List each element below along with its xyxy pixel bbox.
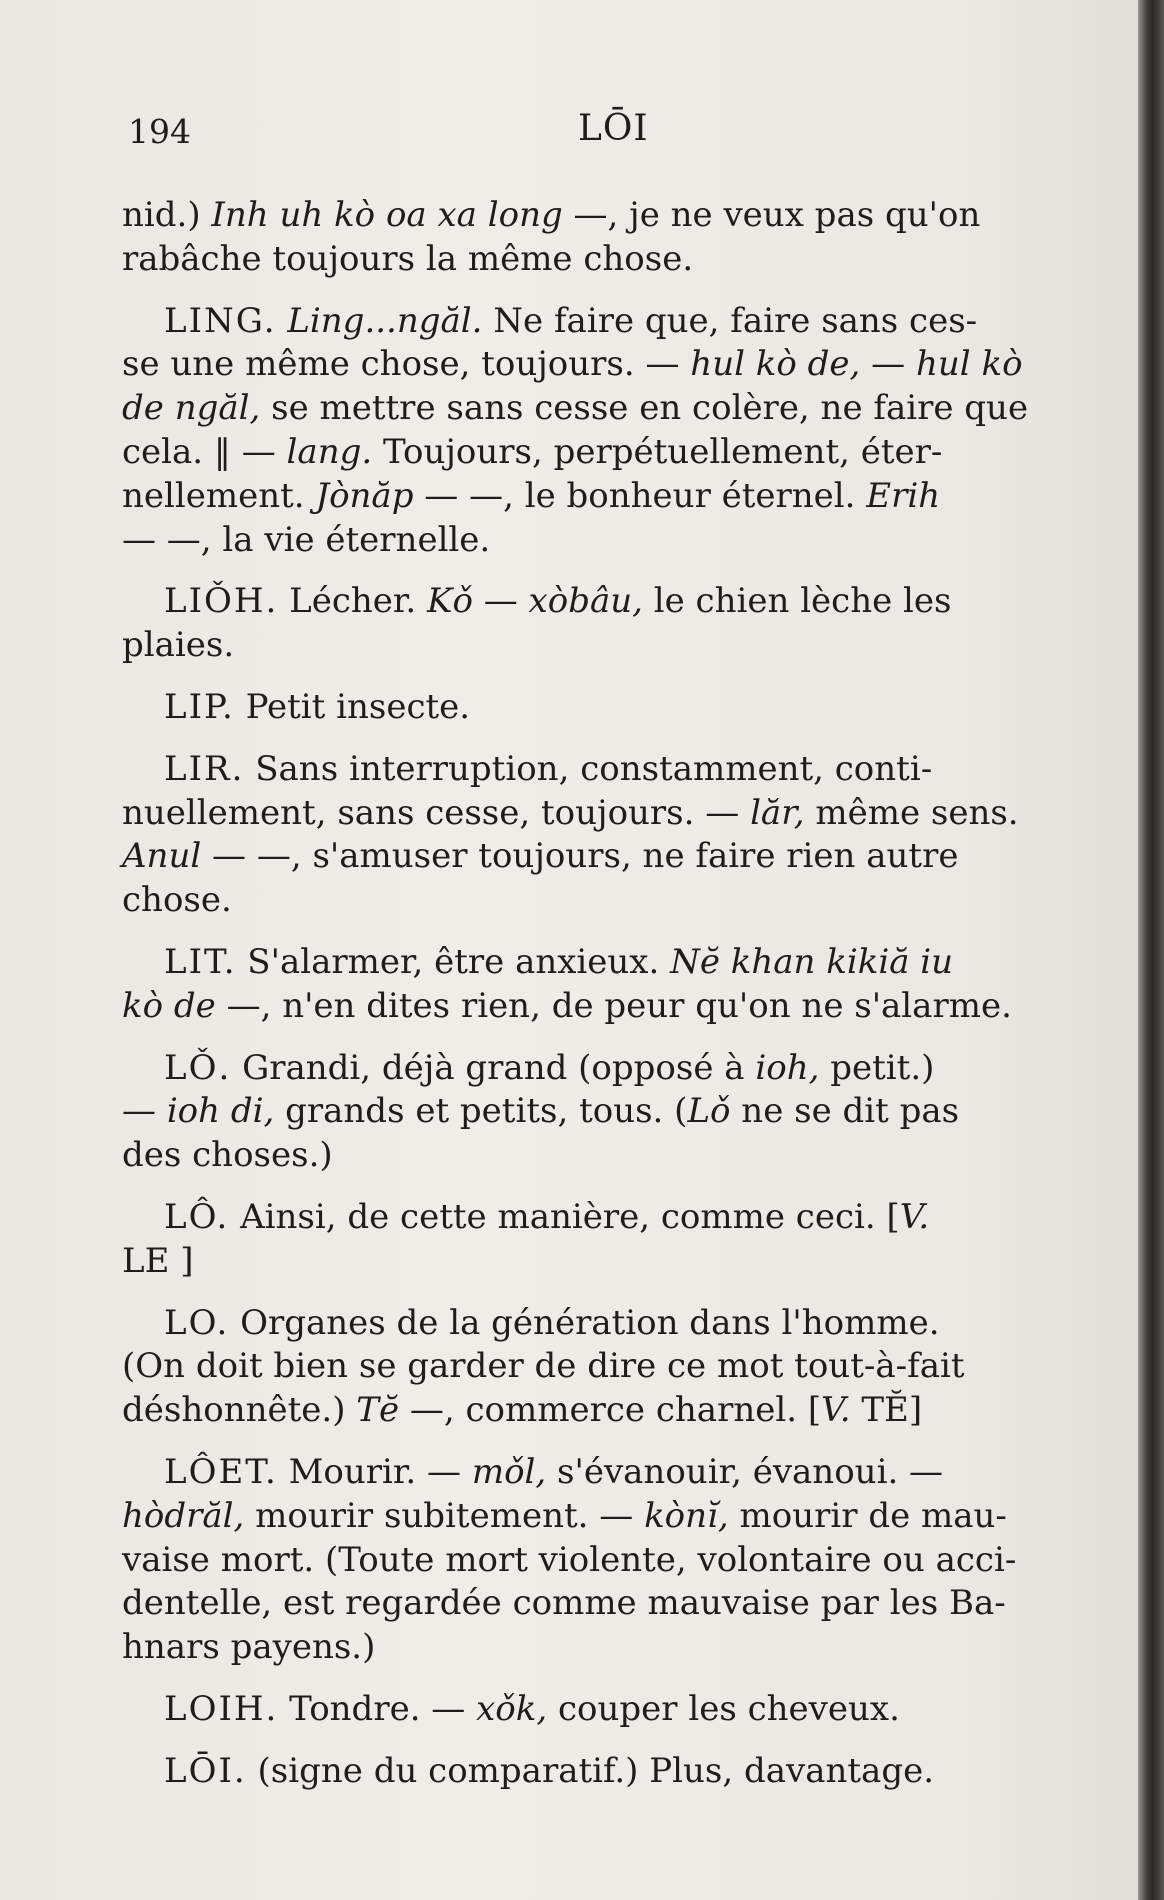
text-line: déshonnête.) Tĕ —, commerce charnel. [V. TĔ] bbox=[122, 1390, 923, 1431]
text-line: des choses.) bbox=[122, 1135, 333, 1176]
text-line: plaies. bbox=[122, 625, 235, 666]
text-line: LIT. S'alarmer, être anxieux. Nĕ khan kikiă iu bbox=[164, 941, 954, 982]
entry-continuation bbox=[122, 194, 1074, 282]
text-line: — ioh di, grands et petits, tous. (Lǒ ne se dit pas bbox=[122, 1091, 960, 1132]
text-line: vaise mort. (Toute mort violente, volontaire ou acci- bbox=[122, 1539, 1017, 1580]
text-line: hòdrăl, mourir subitement. — kònĭ, mourir de mau- bbox=[122, 1495, 1007, 1536]
text-line: LÔ. Ainsi, de cette manière, comme ceci. [V. bbox=[164, 1196, 930, 1237]
entry-lo-circumflex bbox=[122, 1196, 1074, 1284]
text-line: LIP. Petit insecte. bbox=[164, 686, 471, 727]
running-head: LŌI bbox=[578, 108, 649, 149]
text-line: hnars payens.) bbox=[122, 1627, 376, 1668]
entry-lir bbox=[122, 748, 1074, 923]
entry-loih bbox=[122, 1688, 1074, 1732]
text-line: LOIH. Tondre. — xǒk, couper les cheveux. bbox=[164, 1688, 900, 1729]
text-line: LIǑH. Lécher. Kǒ — xòbâu, le chien lèche les bbox=[164, 581, 952, 622]
text-line: chose. bbox=[122, 880, 232, 921]
entry-lip bbox=[122, 686, 1074, 730]
text-line: LǑ. Grandi, déjà grand (opposé à ioh, petit.) bbox=[164, 1047, 935, 1088]
page-number: 194 bbox=[128, 112, 191, 151]
entry-lit bbox=[122, 941, 1074, 1029]
text-line: nellement. Jònăp — —, le bonheur éternel. Erih bbox=[122, 475, 941, 516]
text-line: rabâche toujours la même chose. bbox=[122, 238, 694, 279]
text-line: se une même chose, toujours. — hul kò de, — hul kò bbox=[122, 344, 1023, 385]
page-header bbox=[0, 108, 1138, 158]
text-line: — —, la vie éternelle. bbox=[122, 519, 491, 560]
text-line: kò de —, n'en dites rien, de peur qu'on ne s'alarme. bbox=[122, 985, 1012, 1026]
text-line: LIR. Sans interruption, constamment, conti- bbox=[164, 748, 933, 789]
text-line: nuellement, sans cesse, toujours. — lăr, même sens. bbox=[122, 792, 1019, 833]
text-line: de ngăl, se mettre sans cesse en colère, ne faire que bbox=[122, 388, 1029, 429]
entry-lioh bbox=[122, 580, 1074, 668]
text-line: Anul — —, s'amuser toujours, ne faire rien autre bbox=[122, 836, 959, 877]
entry-loet bbox=[122, 1451, 1074, 1670]
book-edge bbox=[1138, 0, 1164, 1900]
text-line: dentelle, est regardée comme mauvaise par les Ba- bbox=[122, 1583, 1006, 1624]
text-line: LING. Ling...ngăl. Ne faire que, faire sans ces- bbox=[164, 300, 978, 341]
text-line: nid.) Inh uh kò oa xa long —, je ne veux pas qu'on bbox=[122, 195, 981, 235]
entry-lo-breve bbox=[122, 1047, 1074, 1178]
text-line: LO. Organes de la génération dans l'homme. bbox=[164, 1302, 940, 1343]
text-line: LŌI. (signe du comparatif.) Plus, davantage. bbox=[164, 1750, 935, 1791]
text-line: LE ] bbox=[122, 1240, 194, 1281]
text-line: LÔET. Mourir. — mǒl, s'évanouir, évanoui. — bbox=[164, 1451, 944, 1492]
text-line: (On doit bien se garder de dire ce mot tout-à-fait bbox=[122, 1346, 965, 1387]
entry-ling bbox=[122, 300, 1074, 563]
dictionary-text bbox=[122, 194, 1074, 1812]
entry-lo bbox=[122, 1302, 1074, 1433]
entry-loi bbox=[122, 1750, 1074, 1794]
text-line: cela. ‖ — lang. Toujours, perpétuellement, éter- bbox=[122, 431, 943, 472]
